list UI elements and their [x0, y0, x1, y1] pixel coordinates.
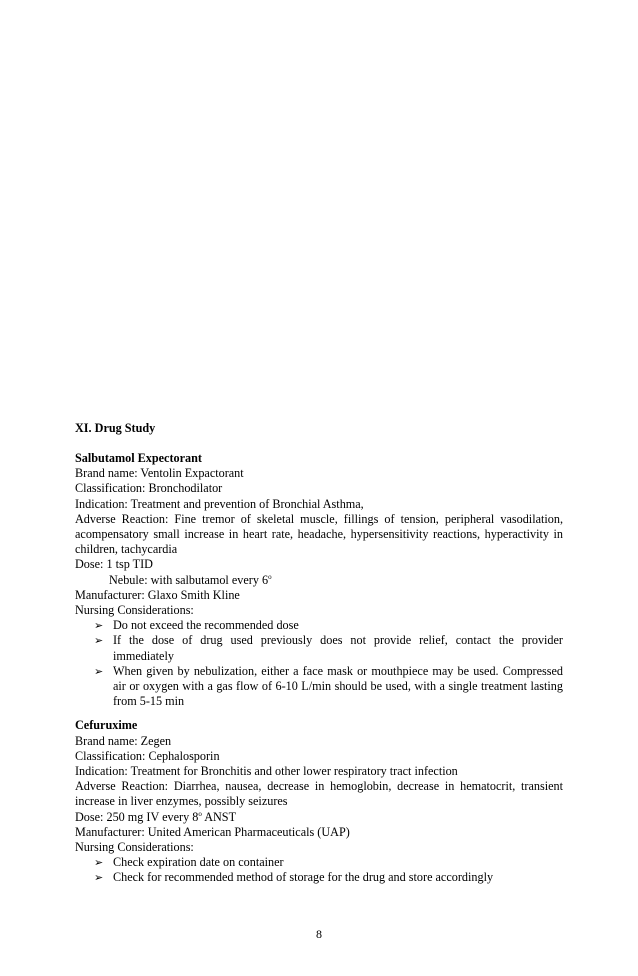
arrow-bullet-icon: ➢ — [94, 856, 104, 870]
dose-nebule-sup: o — [268, 572, 272, 581]
nursing-list — [75, 855, 563, 885]
brand-name: Brand name: Zegen — [75, 733, 172, 748]
spacer — [75, 709, 563, 718]
nursing-item — [75, 870, 563, 885]
arrow-bullet-icon: ➢ — [94, 871, 104, 885]
nursing-item — [75, 618, 563, 633]
spacer — [75, 436, 563, 451]
dose-text: Dose: 250 mg IV every 8 — [75, 809, 199, 824]
arrow-bullet-icon: ➢ — [94, 634, 104, 648]
classification: Classification: Cephalosporin — [75, 748, 220, 763]
manufacturer: Manufacturer: United American Pharmaceuticals (UAP) — [75, 824, 350, 839]
dose-sup: o — [198, 809, 202, 818]
brand-name: Brand name: Ventolin Expactorant — [75, 466, 244, 481]
drug-name: Cefuruxime — [75, 718, 138, 733]
nursing-item-text: Do not exceed the recommended dose — [113, 618, 299, 633]
arrow-bullet-icon: ➢ — [94, 664, 104, 678]
dose-after: ANST — [201, 809, 237, 824]
adverse-reaction: Adverse Reaction: Diarrhea, nausea, decrease in hemoglobin, decrease in hematocrit, transient increase in liver enzymes, possibly seizures — [75, 779, 563, 809]
adverse-reaction: Adverse Reaction: Fine tremor of skeletal muscle, fillings of tension, peripheral vasodilation, acompensatory small increase in heart rate, headache, hypersensitivity reactions, hyperactivity in children, tachycardia — [75, 511, 563, 557]
indication: Indication: Treatment for Bronchitis and other lower respiratory tract infection — [75, 764, 458, 779]
classification: Classification: Bronchodilator — [75, 481, 223, 496]
drug-study-section — [75, 421, 563, 886]
nursing-item-text: When given by nebulization, either a face mask or mouthpiece may be used. Compressed air or oxygen with a gas flow of 6-10 L/min should be used, with a single treatment lasting from 5-15 min — [113, 663, 563, 709]
dose: Dose: 1 tsp TID — [75, 557, 153, 572]
nursing-item — [75, 633, 563, 663]
section-title: XI. Drug Study — [75, 421, 156, 435]
nursing-item-text: Check for recommended method of storage for the drug and store accordingly — [113, 870, 494, 885]
nursing-item — [75, 855, 563, 870]
drug-name: Salbutamol Expectorant — [75, 451, 202, 465]
nursing-label: Nursing Considerations: — [75, 603, 194, 618]
indication: Indication: Treatment and prevention of Bronchial Asthma, — [75, 496, 364, 511]
nursing-item — [75, 664, 563, 710]
arrow-bullet-icon: ➢ — [94, 619, 104, 633]
drug-entry-salbutamol — [75, 451, 563, 709]
nursing-item-text: If the dose of drug used previously does not provide relief, contact the provider immediately — [113, 633, 563, 663]
nursing-list — [75, 618, 563, 709]
nursing-label: Nursing Considerations: — [75, 840, 194, 855]
page-number: 8 — [316, 927, 322, 941]
dose-nebule — [75, 573, 563, 588]
dose-nebule-text: Nebule: with salbutamol every 6 — [109, 572, 269, 587]
manufacturer: Manufacturer: Glaxo Smith Kline — [75, 587, 240, 602]
dose — [75, 810, 563, 825]
drug-entry-cefuruxime — [75, 718, 563, 885]
nursing-item-text: Check expiration date on container — [113, 855, 284, 870]
